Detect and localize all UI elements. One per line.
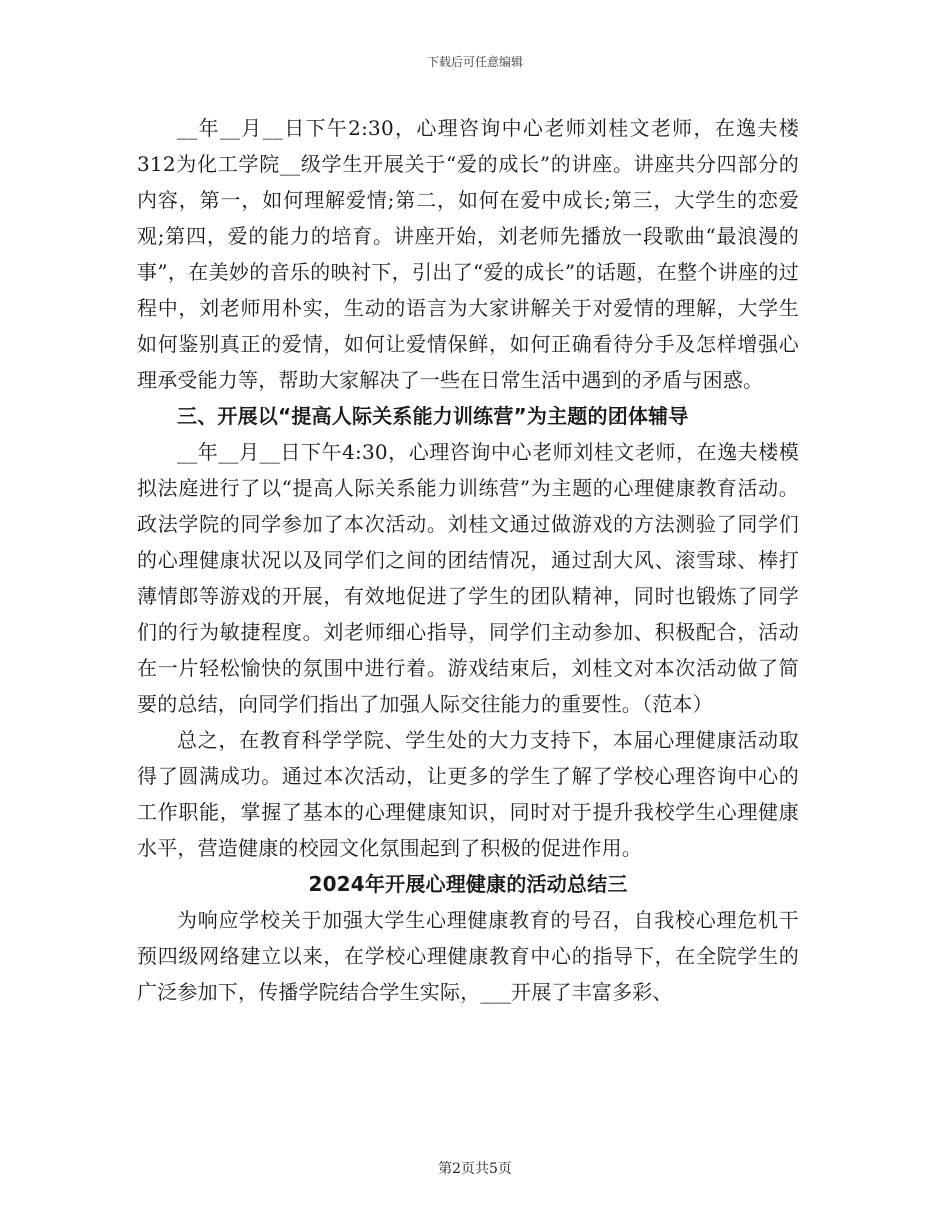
document-section-title: 2024年开展心理健康的活动总结三 — [308, 872, 628, 896]
paragraph-summary: 总之，在教育科学学院、学生处的大力支持下，本届心理健康活动取得了圆满成功。通过本次活动，让更多的学生了解了学校心理咨询中心的工作职能，掌握了基本的心理健康知识，同时对于提升我校学生心理健康水平，营造健康的校园文化氛围起到了积极的促进作用。 — [137, 728, 799, 860]
document-body — [137, 110, 799, 1010]
paragraph-intro-section-three: 为响应学校关于加强大学生心理健康教育的号召，自我校心理危机干预四级网络建立以来，在学校心理健康教育中心的指导下，在全院学生的广泛参加下，传播学院结合学生实际，___开展了丰富多彩、 — [137, 908, 799, 1004]
paragraph-group-activity: __年__月__日下午4:30，心理咨询中心老师刘桂文老师，在逸夫楼模拟法庭进行了以“提高人际关系能力训练营”为主题的心理健康教育活动。政法学院的同学参加了本次活动。刘桂文通过做游戏的方法测验了同学们的心理健康状况以及同学们之间的团结情况，通过刮大风、滚雪球、棒打薄情郎等游戏的开展，有效地促进了学生的团队精神，同时也锻炼了同学们的行为敏捷程度。刘老师细心指导，同学们主动参加、积极配合，活动在一片轻松愉快的氛围中进行着。游戏结束后，刘桂文对本次活动做了简要的总结，向同学们指出了加强人际交往能力的重要性。（范本） — [137, 440, 799, 716]
page-header: 下载后可任意编辑 — [426, 55, 523, 69]
page-footer: 第2页共5页 — [438, 1161, 512, 1177]
section-heading-group-counseling: 三、开展以“提高人际关系能力训练营”为主题的团体辅导 — [177, 404, 689, 428]
paragraph-lecture: __年__月__日下午2:30，心理咨询中心老师刘桂文老师，在逸夫楼312为化工学院__级学生开展关于“爱的成长”的讲座。讲座共分四部分的内容，第一，如何理解爱情;第二，如何在爱中成长;第三，大学生的恋爱观;第四，爱的能力的培育。讲座开始，刘老师先播放一段歌曲“最浪漫的事”，在美妙的音乐的映衬下，引出了“爱的成长”的话题，在整个讲座的过程中，刘老师用朴实，生动的语言为大家讲解关于对爱情的理解，大学生如何鉴别真正的爱情，如何让爱情保鲜，如何正确看待分手及怎样增强心理承受能力等，帮助大家解决了一些在日常生活中遇到的矛盾与困惑。 — [137, 116, 799, 392]
